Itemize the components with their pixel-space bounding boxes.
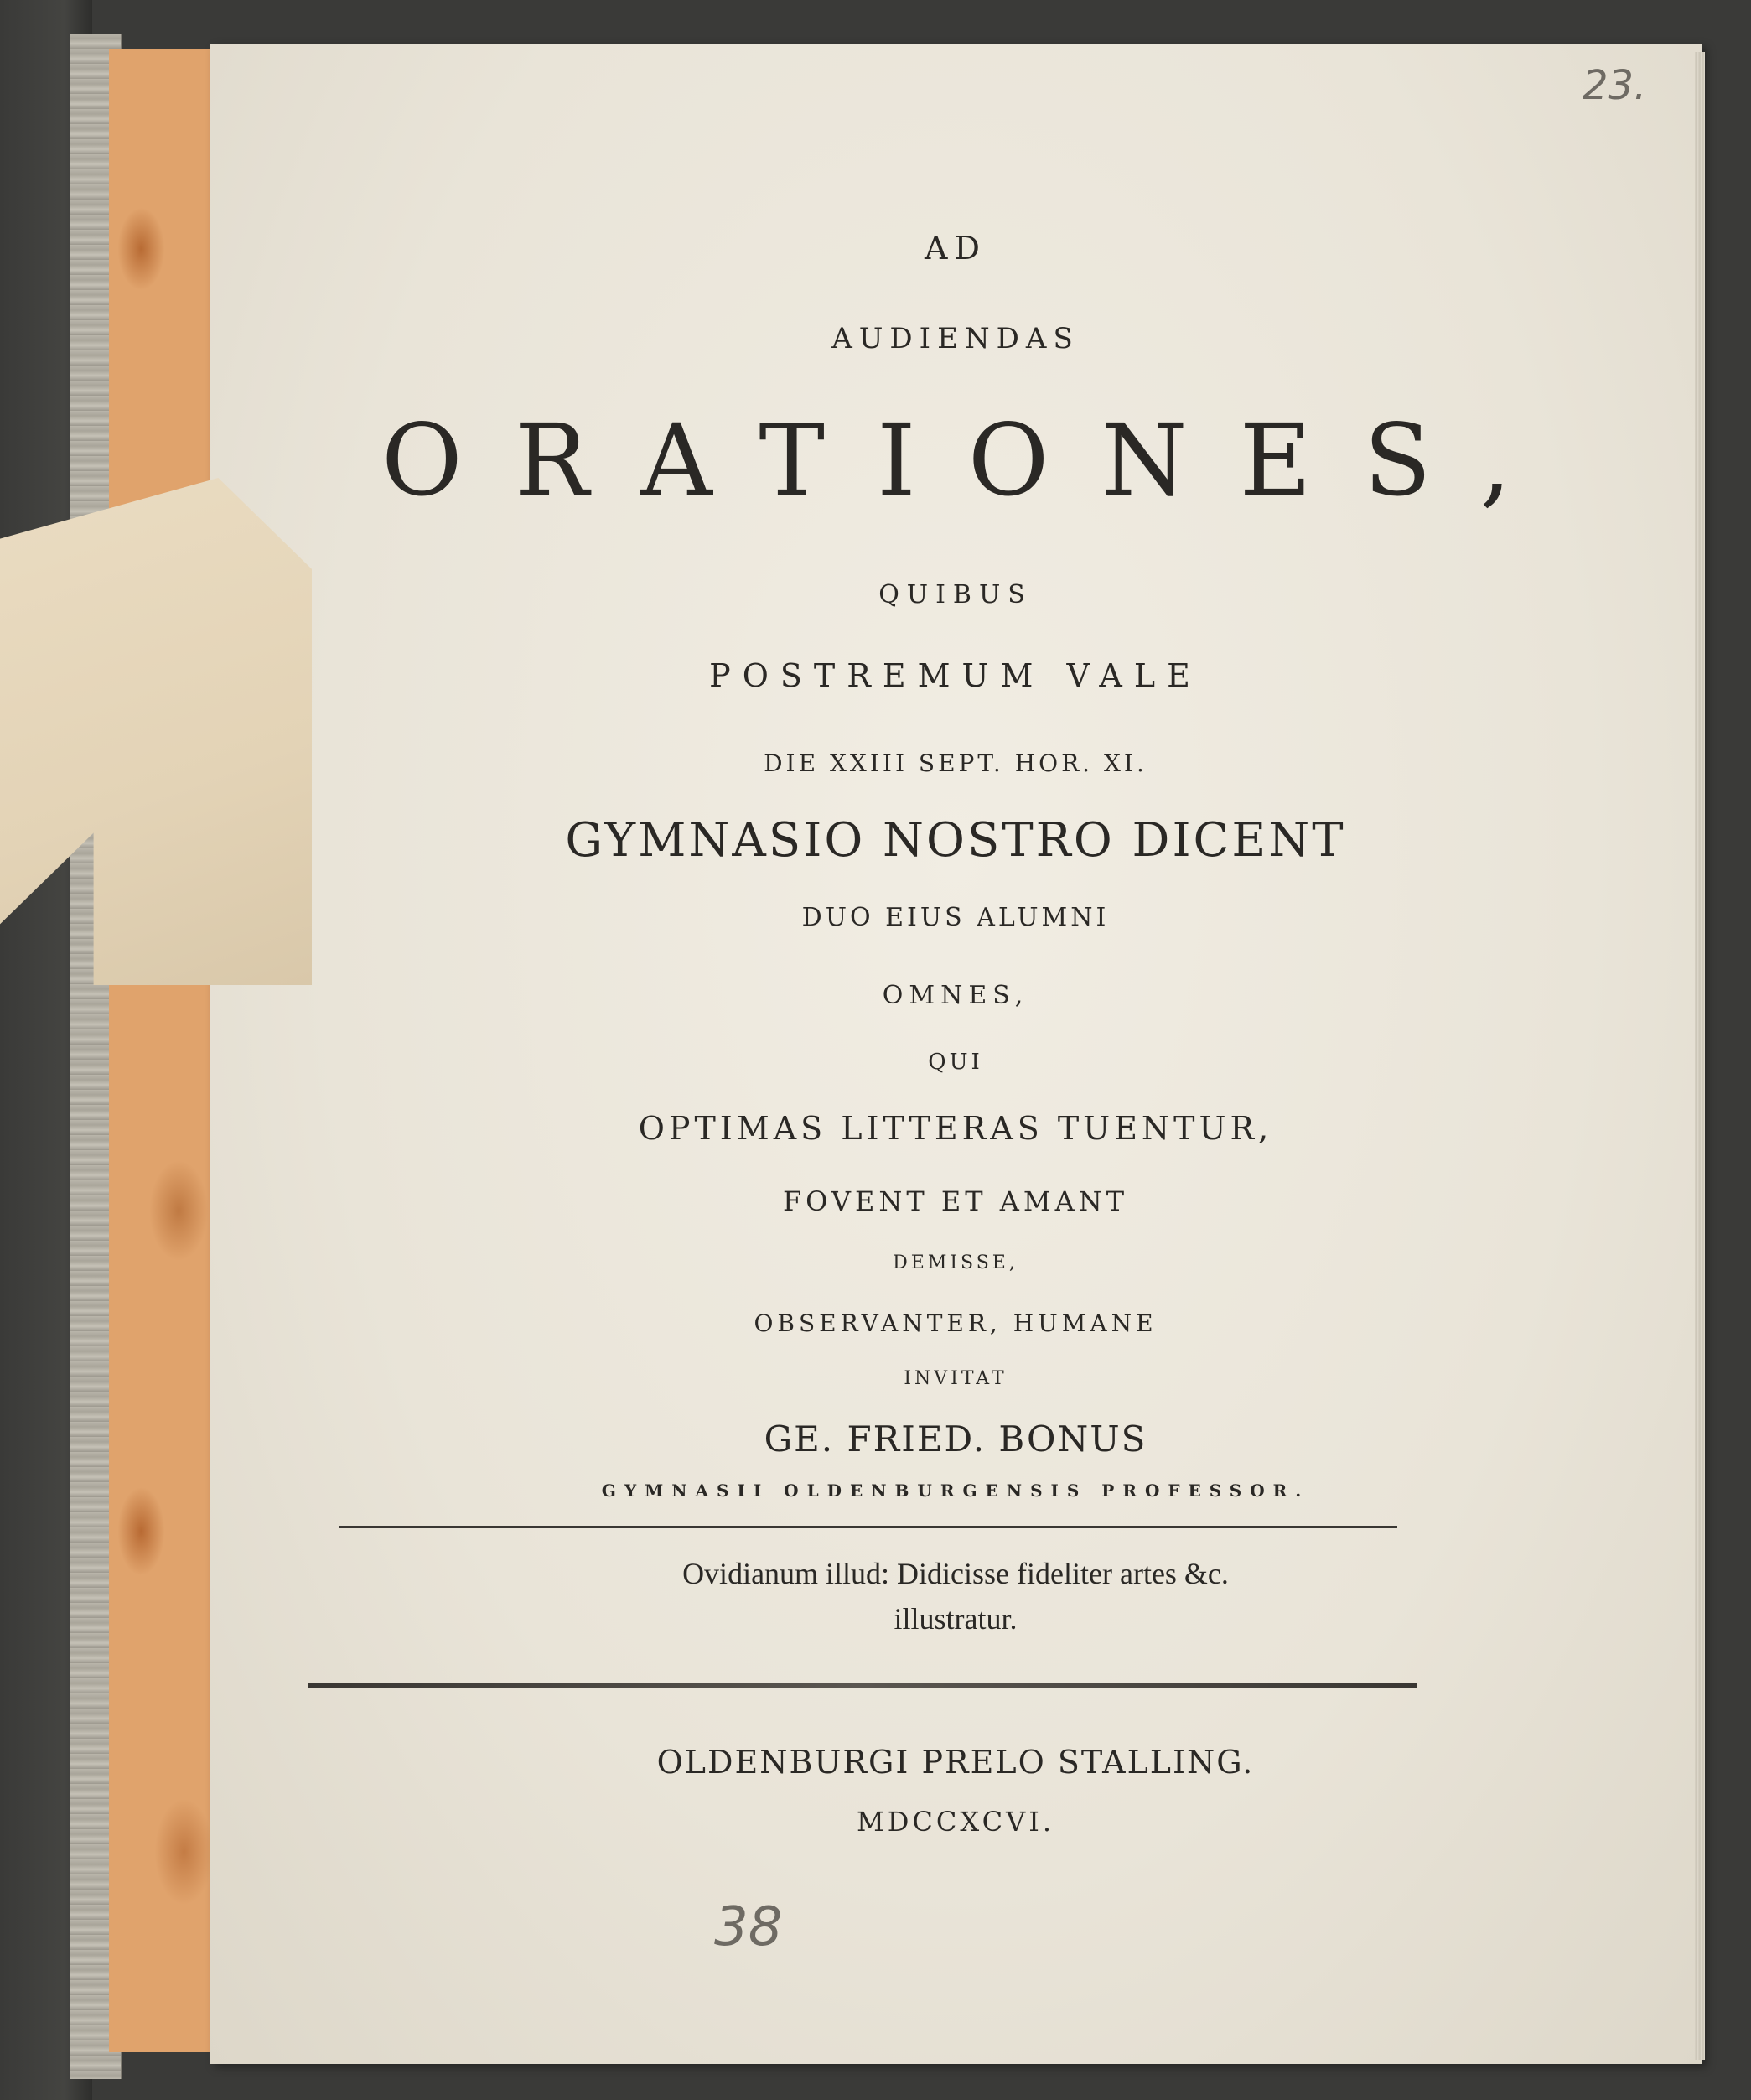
subject-line-1: Ovidianum illud: Didicisse fideliter artes &c. [682, 1557, 1229, 1590]
marbled-paper-strip [109, 49, 216, 2052]
rule-upper [339, 1526, 1397, 1528]
subject-line-2: illustratur. [894, 1602, 1018, 1636]
line-fovent: FOVENT ET AMANT [782, 1185, 1129, 1217]
line-quibus: QUIBUS [878, 580, 1033, 609]
author-name: GE. FRIED. BONUS [764, 1418, 1147, 1460]
line-invitat: INVITAT [904, 1368, 1008, 1389]
imprint-line: OLDENBURGI PRELO STALLING. [656, 1744, 1255, 1781]
rule-lower [308, 1683, 1417, 1688]
line-optimas: OPTIMAS LITTERAS TUENTUR, [638, 1110, 1273, 1147]
line-orationes: ORATIONES, [381, 402, 1563, 518]
line-gymnasio: GYMNASIO NOSTRO DICENT [565, 813, 1346, 868]
pencil-number-top-right: 23. [1583, 62, 1647, 109]
line-qui: QUI [928, 1050, 983, 1075]
line-ad: AD [925, 230, 987, 267]
pencil-number-bottom: 38 [714, 1896, 783, 1958]
imprint-year: MDCCXCVI. [856, 1806, 1054, 1838]
line-date: DIE XXIII SEPT. HOR. XI. [764, 749, 1147, 777]
line-omnes: OMNES, [882, 981, 1029, 1010]
line-observanter: OBSERVANTER, HUMANE [754, 1309, 1158, 1337]
line-duo-eius: DUO EIUS ALUMNI [801, 903, 1110, 932]
line-postremum-vale: POSTREMUM VALE [709, 657, 1202, 694]
author-title: GYMNASII OLDENBURGENSIS PROFESSOR. [601, 1480, 1310, 1501]
line-demisse: DEMISSE, [893, 1252, 1018, 1273]
line-audiendas: AUDIENDAS [831, 322, 1080, 355]
